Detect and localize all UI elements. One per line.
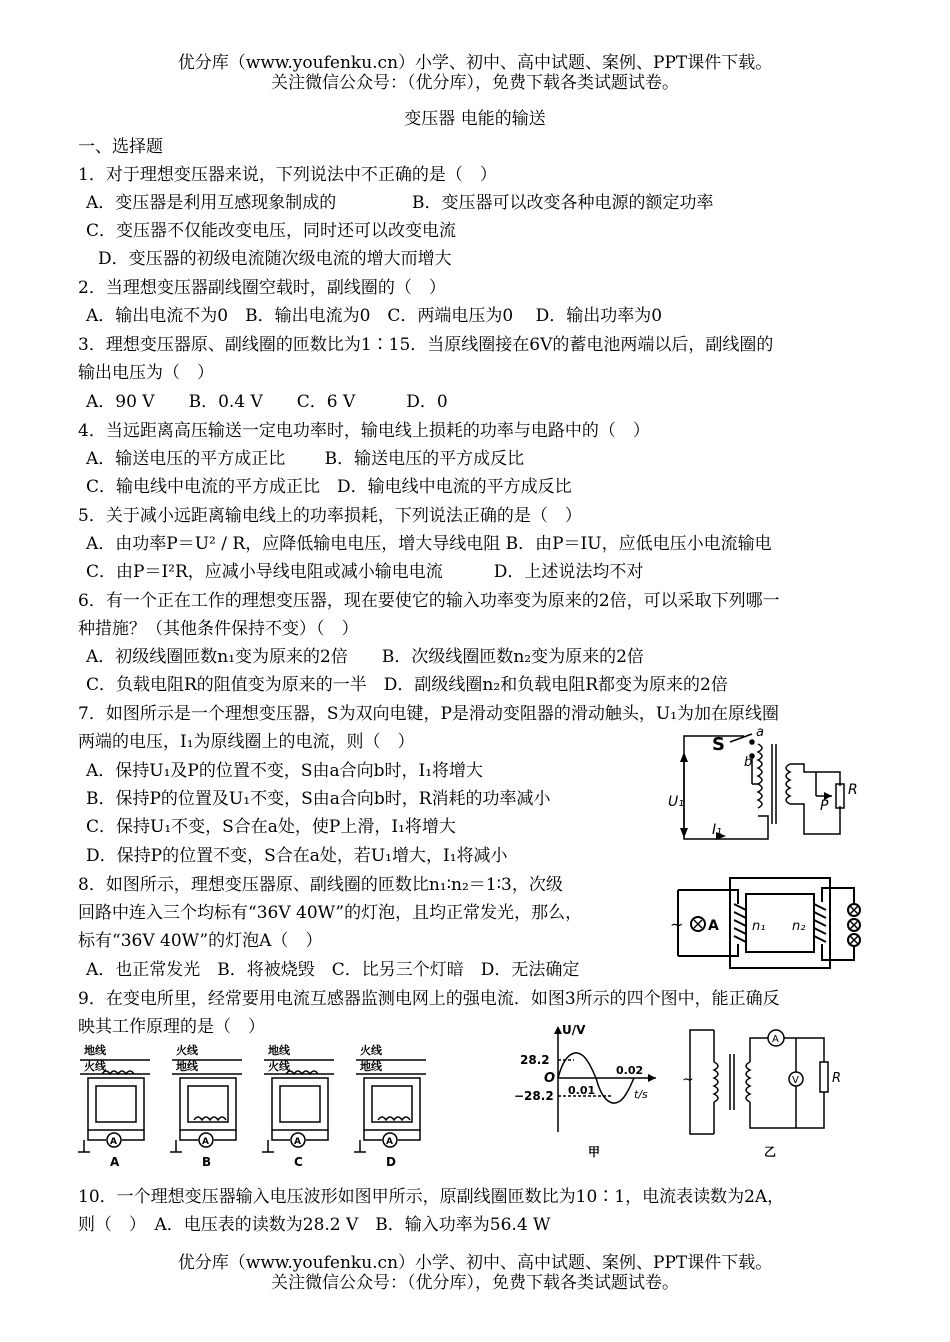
q9-stem-1: 9．在变电所里，经常要用电流互感器监测电网上的强电流．如图3所示的四个图中，能正确反 (78, 989, 780, 1009)
q9-bottom-line-label-2: 地线 (176, 1060, 198, 1073)
q6-stem-1: 6．有一个正在工作的理想变压器，现在要使它的输入功率变为原来的2倍，可以采取下列哪一 (78, 591, 780, 611)
circ-resistor: R (832, 1071, 842, 1086)
q7-option-a: A．保持U₁及P的位置不变，S由a合向b时，I₁将增大 (86, 761, 484, 781)
fig7-label-r: R (848, 782, 858, 798)
q9-option-label-4: D (386, 1155, 396, 1169)
fig7-label-a: a (756, 725, 764, 740)
section-heading: 一、选择题 (78, 137, 163, 157)
q1-option-c: C．变压器不仅能改变电压，同时还可以改变电流 (86, 221, 457, 241)
q9-option-label-3: C (294, 1155, 303, 1169)
fig7-label-i1: I₁ (712, 822, 722, 838)
q10-stem-2: 则（ ） A．电压表的读数为28.2 V B．输入功率为56.4 W (78, 1215, 551, 1235)
q1-option-d: D．变压器的初级电流随次级电流的增大而增大 (98, 249, 452, 269)
q4-stem: 4．当远距离高压输送一定电功率时，输电线上损耗的功率与电路中的（ ） (78, 421, 650, 441)
q2-stem: 2．当理想变压器副线圈空载时，副线圈的（ ） (78, 278, 446, 298)
q9-bottom-line-label-3: 火线 (268, 1060, 290, 1073)
fig7-label-b: b (744, 755, 753, 770)
q7-option-d: D．保持P的位置不变，S合在a处，若U₁增大，I₁将减小 (86, 846, 508, 866)
wave-xlabel: t/s (634, 1088, 648, 1101)
wave-ylabel: U/V (562, 1023, 586, 1037)
q8-figure (668, 874, 873, 974)
fig8-label-n2: n₂ (792, 919, 806, 934)
fig8-label-n1: n₁ (752, 919, 766, 934)
circ-caption: 乙 (764, 1145, 777, 1159)
fig7-label-s: S (712, 734, 725, 755)
q9-stem-2: 映其工作原理的是（ ） (78, 1017, 265, 1037)
footer-line-1: 优分库（www.youfenku.cn）小学、初中、高中试题、案例、PPT课件下载。 (177, 1253, 773, 1273)
header-line-1: 优分库（www.youfenku.cn）小学、初中、高中试题、案例、PPT课件下载。 (177, 53, 773, 73)
fig8-lamp-a: A (708, 918, 719, 934)
q1-option-a: A．变压器是利用互感现象制成的 (86, 193, 337, 213)
q1-option-b: B．变压器可以改变各种电源的额定功率 (412, 193, 714, 213)
q5-options-ab: A．由功率P＝U² / R，应降低输电电压，增大导线电阻 B．由P＝IU，应低电压小电流输电 (86, 534, 772, 554)
q6-options-cd: C．负载电阻R的阻值变为原来的一半 D．副级线圈n₂和负载电阻R都变为原来的2倍 (86, 675, 728, 695)
q9-option-label-2: B (202, 1155, 212, 1169)
q3-options: A．90 V B．0.4 V C．6 V D．0 (86, 392, 448, 412)
footer-line-2: 关注微信公众号：（优分库），免费下载各类试题试卷。 (271, 1273, 679, 1293)
wave-ymax: 28.2 (520, 1053, 550, 1067)
q9-meter-4: A (386, 1137, 393, 1147)
q7-stem-2: 两端的电压，I₁为原线圈上的电流，则（ ） (78, 732, 415, 752)
q9-option-label-1: A (110, 1155, 120, 1169)
q9-top-line-label-1: 地线 (84, 1044, 106, 1057)
q9-meter-2: A (202, 1137, 209, 1147)
q9-meter-1: A (110, 1137, 117, 1147)
q3-stem-2: 输出电压为（ ） (78, 363, 214, 383)
wave-caption: 甲 (588, 1145, 601, 1159)
circ-ammeter: A (772, 1034, 779, 1045)
q7-figure (668, 724, 873, 854)
q3-stem-1: 3．理想变压器原、副线圈的匝数比为1∶15．当原线圈接在6V的蓄电池两端以后，副线圈的 (78, 335, 774, 355)
q7-stem-1: 7．如图所示是一个理想变压器，S为双向电键，P是滑动变阻器的滑动触头，U₁为加在原线圈 (78, 704, 780, 724)
q9-bottom-line-label-1: 火线 (84, 1060, 106, 1073)
fig8-source: ~ (670, 915, 684, 934)
q10-circuit-figure (680, 1022, 860, 1164)
q6-options-ab: A．初级线圈匝数n₁变为原来的2倍 B．次级线圈匝数n₂变为原来的2倍 (86, 647, 644, 667)
wave-t1: 0.01 (568, 1084, 596, 1097)
q6-stem-2: 种措施？（其他条件保持不变）（ ） (78, 619, 359, 639)
q7-option-b: B．保持P的位置及U₁不变，S由a合向b时，R消耗的功率减小 (86, 789, 551, 809)
wave-origin: O (544, 1071, 556, 1086)
q9-bottom-line-label-4: 地线 (360, 1060, 382, 1073)
q2-options: A．输出电流不为0 B．输出电流为0 C．两端电压为0 D．输出功率为0 (86, 306, 663, 326)
q4-options-ab: A．输送电压的平方成正比 B．输送电压的平方成反比 (86, 449, 525, 469)
q5-stem: 5．关于减小远距离输电线上的功率损耗，下列说法正确的是（ ） (78, 506, 582, 526)
q8-stem-2: 回路中连入三个均标有“36V 40W”的灯泡，且均正常发光，那么， (78, 903, 583, 923)
q9-top-line-label-2: 火线 (176, 1044, 198, 1057)
q7-option-c: C．保持U₁不变，S合在a处，使P上滑，I₁将增大 (86, 817, 456, 837)
wave-ymin: −28.2 (514, 1089, 554, 1103)
q8-stem-3: 标有“36V 40W”的灯泡A（ ） (78, 931, 323, 951)
q9-top-line-label-4: 火线 (360, 1044, 382, 1057)
page-title: 变压器 电能的输送 (404, 109, 546, 129)
q5-options-cd: C．由P＝I²R，应减小导线电阻或减小输电电流 D．上述说法均不对 (86, 562, 644, 582)
circ-voltmeter: V (792, 1075, 799, 1086)
q4-options-cd: C．输电线中电流的平方成正比 D．输电线中电流的平方成反比 (86, 477, 572, 497)
wave-t2: 0.02 (616, 1064, 644, 1077)
q8-options: A．也正常发光 B．将被烧毁 C．比另三个灯暗 D．无法确定 (86, 960, 580, 980)
fig7-label-p: P (820, 798, 829, 814)
q1-stem: 1．对于理想变压器来说，下列说法中不正确的是（ ） (78, 165, 497, 185)
q9-meter-3: A (294, 1137, 301, 1147)
circ-source: ~ (682, 1072, 694, 1088)
q9-top-line-label-3: 地线 (268, 1044, 290, 1057)
q9-figure (70, 1040, 450, 1175)
header-line-2: 关注微信公众号：（优分库），免费下载各类试题试卷。 (271, 73, 679, 93)
q8-stem-1: 8．如图所示，理想变压器原、副线圈的匝数比n₁∶n₂＝1∶3，次级 (78, 875, 563, 895)
q10-stem-1: 10．一个理想变压器输入电压波形如图甲所示，原副线圈匝数比为10∶1，电流表读数为2A， (78, 1187, 785, 1207)
fig7-label-u1: U₁ (668, 794, 684, 810)
q10-wave-figure (508, 1022, 658, 1162)
